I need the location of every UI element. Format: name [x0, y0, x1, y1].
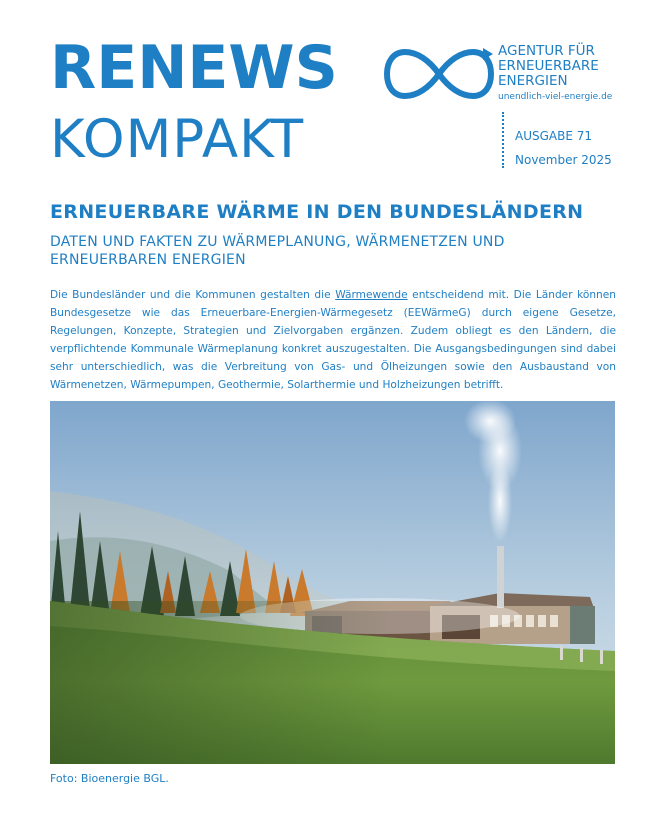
photo-caption: Foto: Bioenergie BGL. [50, 772, 169, 785]
masthead-title-kompakt: KOMPAKT [50, 109, 305, 170]
infinity-logo-icon [383, 42, 495, 106]
issue-divider [502, 112, 504, 168]
agency-name-line-3: ENERGIEN [498, 73, 568, 89]
article-headline: ERNEUERBARE WÄRME IN DEN BUNDESLÄNDERN [50, 201, 584, 223]
bioenergy-plant-photo [50, 401, 615, 764]
issue-date: November 2025 [515, 153, 612, 167]
agency-name-line-2: ERNEUERBARE [498, 58, 599, 74]
agency-name-line-1: AGENTUR FÜR [498, 43, 595, 59]
issue-number: AUSGABE 71 [515, 129, 593, 143]
waermewende-link[interactable]: Wärmewende [335, 289, 408, 301]
agency-url: unendlich-viel-energie.de [498, 92, 613, 102]
masthead-title-renews: RENEWS [50, 33, 338, 103]
body-text-start: Die Bundesländer und die Kommunen gestalten die [50, 289, 336, 301]
issue-info [515, 124, 612, 172]
article-subheadline: DATEN UND FAKTEN ZU WÄRMEPLANUNG, WÄRMENETZEN UND ERNEUERBAREN ENERGIEN [50, 234, 505, 268]
body-text-end: entscheidend mit. Die Länder können Bundesgesetze wie das Erneuerbare-Energien-Wärmegesetz (EEWärmeG) durch eigene Gesetze, Regelungen, Konzepte, Strategien und Zielvorgaben ergänzen. Zudem obliegt es den Ländern, die verpflichtende Kommunale Wärmeplanung konkret auszugestalten. Die Ausgangsbedingungen sind dabei sehr unterschiedlich, was die Verbreitung von Gas- und Ölheizungen sowie den Ausbaustand von Wärmenetzen, Wärmepumpen, Geothermie, Solarthermie und Holzheizungen betrifft. [50, 289, 616, 391]
agency-logo-text [498, 44, 638, 102]
article-body [50, 286, 616, 394]
